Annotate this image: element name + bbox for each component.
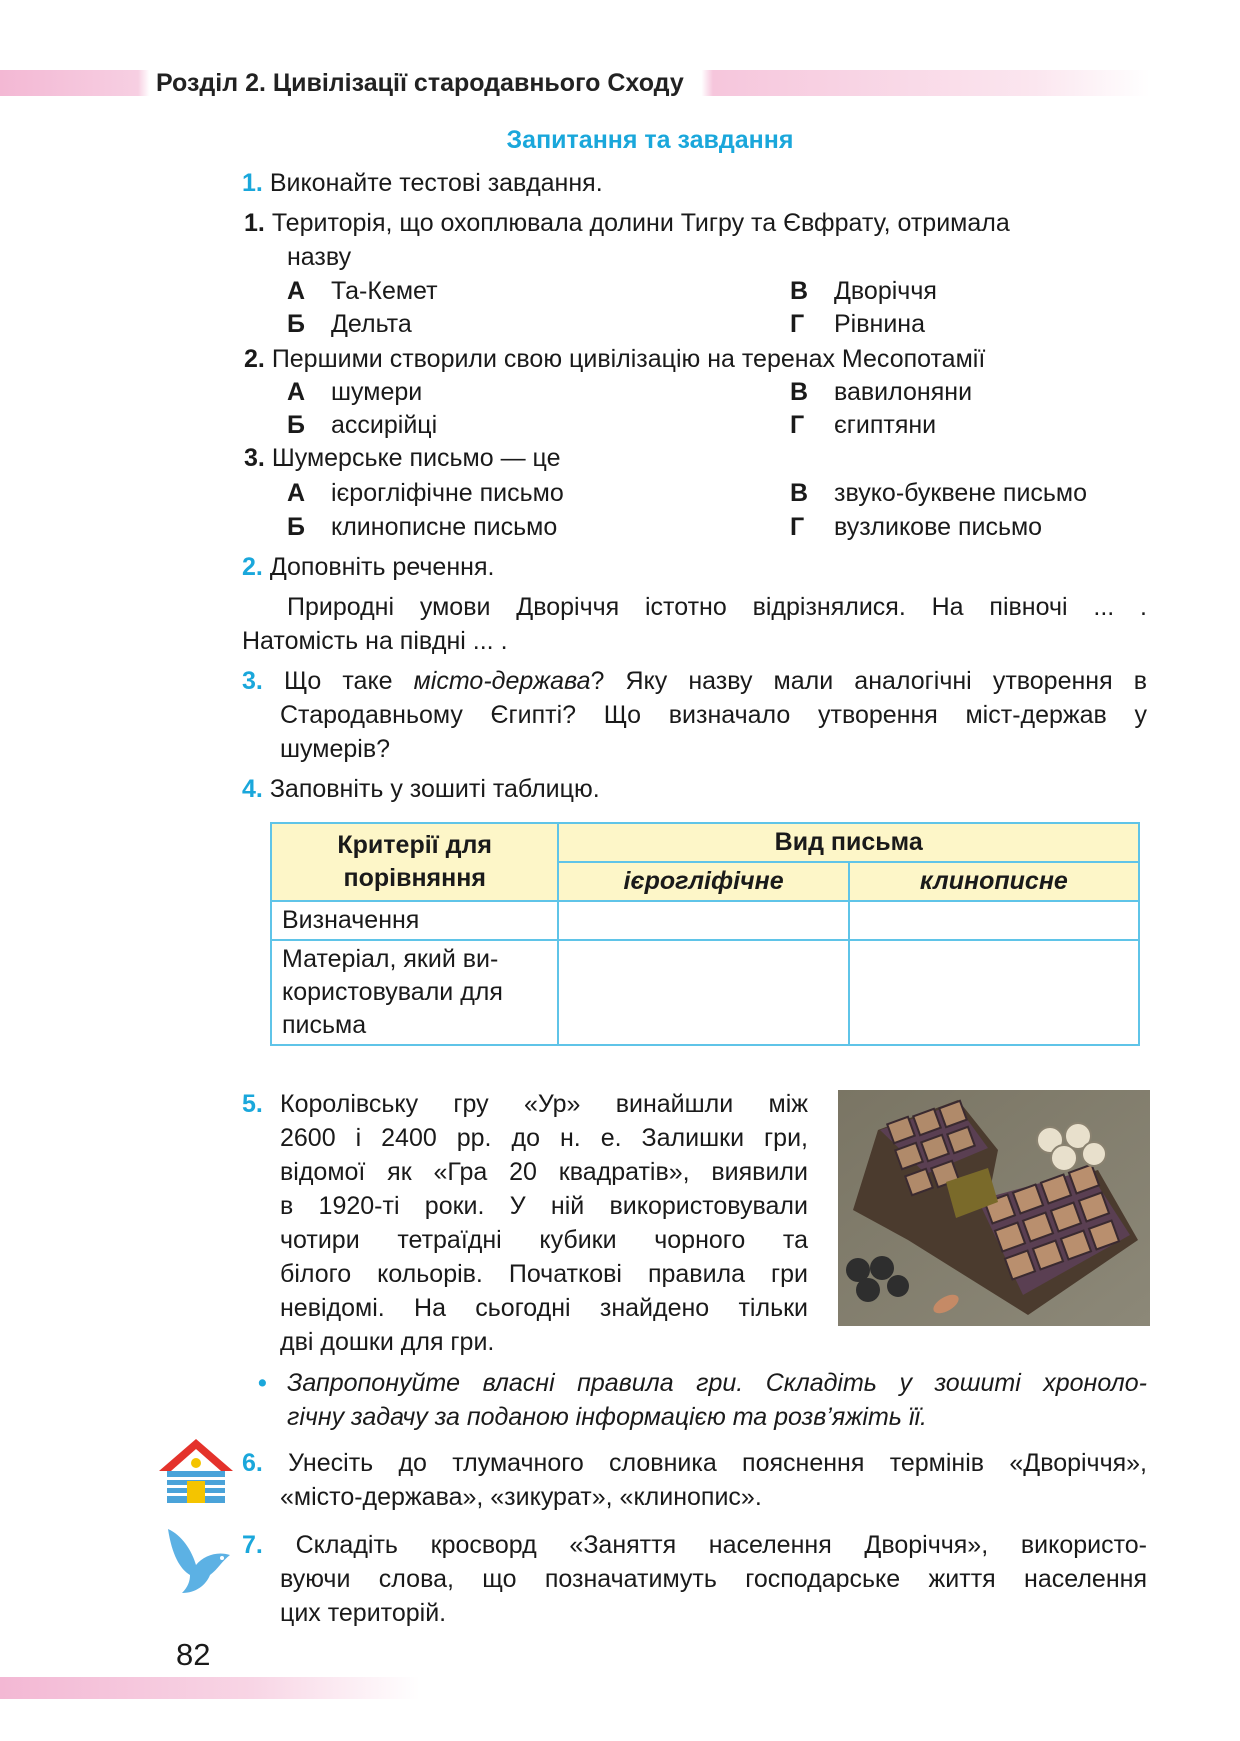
cell-empty <box>849 940 1139 1045</box>
task2-text: Доповніть речення. <box>269 553 495 581</box>
q3 <box>244 441 560 475</box>
task5-line: в 1920-ті роки. У ній використовували <box>280 1192 808 1220</box>
task5-line: 2600 і 2400 рр. до н. е. Залишки гри, <box>280 1124 808 1152</box>
task5-line: відомої як «Гра 20 квадратів», виявили <box>280 1158 808 1186</box>
task7-number: 7. <box>242 1531 263 1559</box>
q3-number: 3. <box>244 444 265 472</box>
col-cuneiform: клинописне <box>849 862 1139 901</box>
row-definition: Визначення <box>271 901 558 940</box>
writing-type-header: Вид письма <box>558 823 1139 862</box>
q1-option-b: Б Дельта <box>287 310 412 338</box>
task1-text: Виконайте тестові завдання. <box>269 169 603 197</box>
task5-line: чотири тетраїдні кубики чорного та <box>280 1226 808 1254</box>
task1 <box>242 166 603 200</box>
task2-number: 2. <box>242 553 263 581</box>
q3-option-b: Б клинописне письмо <box>287 513 558 541</box>
q1-option-g: Г Рівнина <box>790 310 925 338</box>
q3-option-g: Г вузликове письмо <box>790 513 1043 541</box>
task2-para-line1: Природні умови Дворіччя істотно відрізнялися. На півночі ... . <box>287 593 1147 621</box>
q2-number: 2. <box>244 345 265 373</box>
task4-text: Заповніть у зошиті таблицю. <box>269 775 600 803</box>
task5-line: невідомі. На сьогодні знайдено тільки <box>280 1294 808 1322</box>
task7-line2: вуючи слова, що позначатимуть господарське життя населення <box>280 1565 1147 1593</box>
comparison-table <box>270 822 1140 1046</box>
q2-option-v: В вавилоняни <box>790 378 973 406</box>
task7-line3: цих територій. <box>280 1599 447 1627</box>
cell-empty <box>558 901 848 940</box>
q2-text: Першими створили свою цивілізацію на теренах Месопотамії <box>271 345 986 373</box>
q1-number: 1. <box>244 209 265 237</box>
q3-option-a: А ієрогліфічне письмо <box>287 479 564 507</box>
task5-line: Королівську гру «Ур» винайшли між <box>280 1090 808 1118</box>
task3-line3: шумерів? <box>280 735 391 763</box>
task5-bullet: • <box>258 1369 267 1397</box>
q2-option-g: Г єгиптяни <box>790 411 937 439</box>
house-icon <box>157 1437 235 1510</box>
task7-line1: 7. Складіть кросворд «Заняття населення Дворіччя», використо- <box>242 1531 1147 1559</box>
task1-number: 1. <box>242 169 263 197</box>
task5-number: 5. <box>242 1090 263 1118</box>
task4-number: 4. <box>242 775 263 803</box>
task5-line: дві дошки для гри. <box>280 1328 495 1356</box>
footer-bar <box>0 1677 420 1699</box>
dove-icon <box>160 1525 238 1602</box>
q2 <box>244 342 985 376</box>
task6-number: 6. <box>242 1449 263 1477</box>
royal-game-of-ur-photo <box>838 1090 1150 1326</box>
task2 <box>242 550 494 584</box>
chapter-title: Розділ 2. Цивілізації стародавнього Сходу <box>152 67 694 99</box>
task6-line2: «місто-держава», «зикурат», «клинопис». <box>280 1483 762 1511</box>
row-material: Матеріал, який ви- користовували для письма <box>271 940 558 1045</box>
task4 <box>242 772 600 806</box>
q2-option-b: Б ассирійці <box>287 411 438 439</box>
task5-bullet-line1: Запропонуйте власні правила гри. Складіть у зошиті хроноло- <box>287 1369 1147 1397</box>
q3-text: Шумерське письмо — це <box>271 444 561 472</box>
task2-para-line2: Натомість на півдні ... . <box>242 627 508 655</box>
q1 <box>244 206 1010 240</box>
q1-option-a: А Та-Кемет <box>287 277 438 305</box>
task6-line1: 6. Унесіть до тлумачного словника пояснення термінів «Дворіччя», <box>242 1449 1147 1477</box>
task5-line: білого кольорів. Початкові правила гри <box>280 1260 808 1288</box>
task3-line2: Стародавньому Єгипті? Що визначало утворення міст-держав у <box>280 701 1147 729</box>
task3-number: 3. <box>242 667 263 695</box>
cell-empty <box>849 901 1139 940</box>
q2-option-a: А шумери <box>287 378 423 406</box>
q1-text-line2: назву <box>287 243 352 271</box>
task5-bullet-line2: гічну задачу за поданою інформацією та розв’яжіть її. <box>287 1403 927 1431</box>
task5-number-wrap <box>242 1087 263 1121</box>
page-number: 82 <box>176 1637 211 1672</box>
section-title: Запитання та завдання <box>506 126 794 154</box>
cell-empty <box>558 940 848 1045</box>
q1-text-line1: Територія, що охоплювала долини Тигру та Євфрату, отримала <box>271 209 1010 237</box>
task3-line1: 3. Що таке місто-держава? Яку назву мали аналогічні утворення в <box>242 667 1147 695</box>
col-hieroglyphic: ієрогліфічне <box>558 862 848 901</box>
q1-option-v: В Дворіччя <box>790 277 937 305</box>
criteria-header: Критерії для порівняння <box>271 823 558 901</box>
q3-option-v: В звуко-буквене письмо <box>790 479 1088 507</box>
